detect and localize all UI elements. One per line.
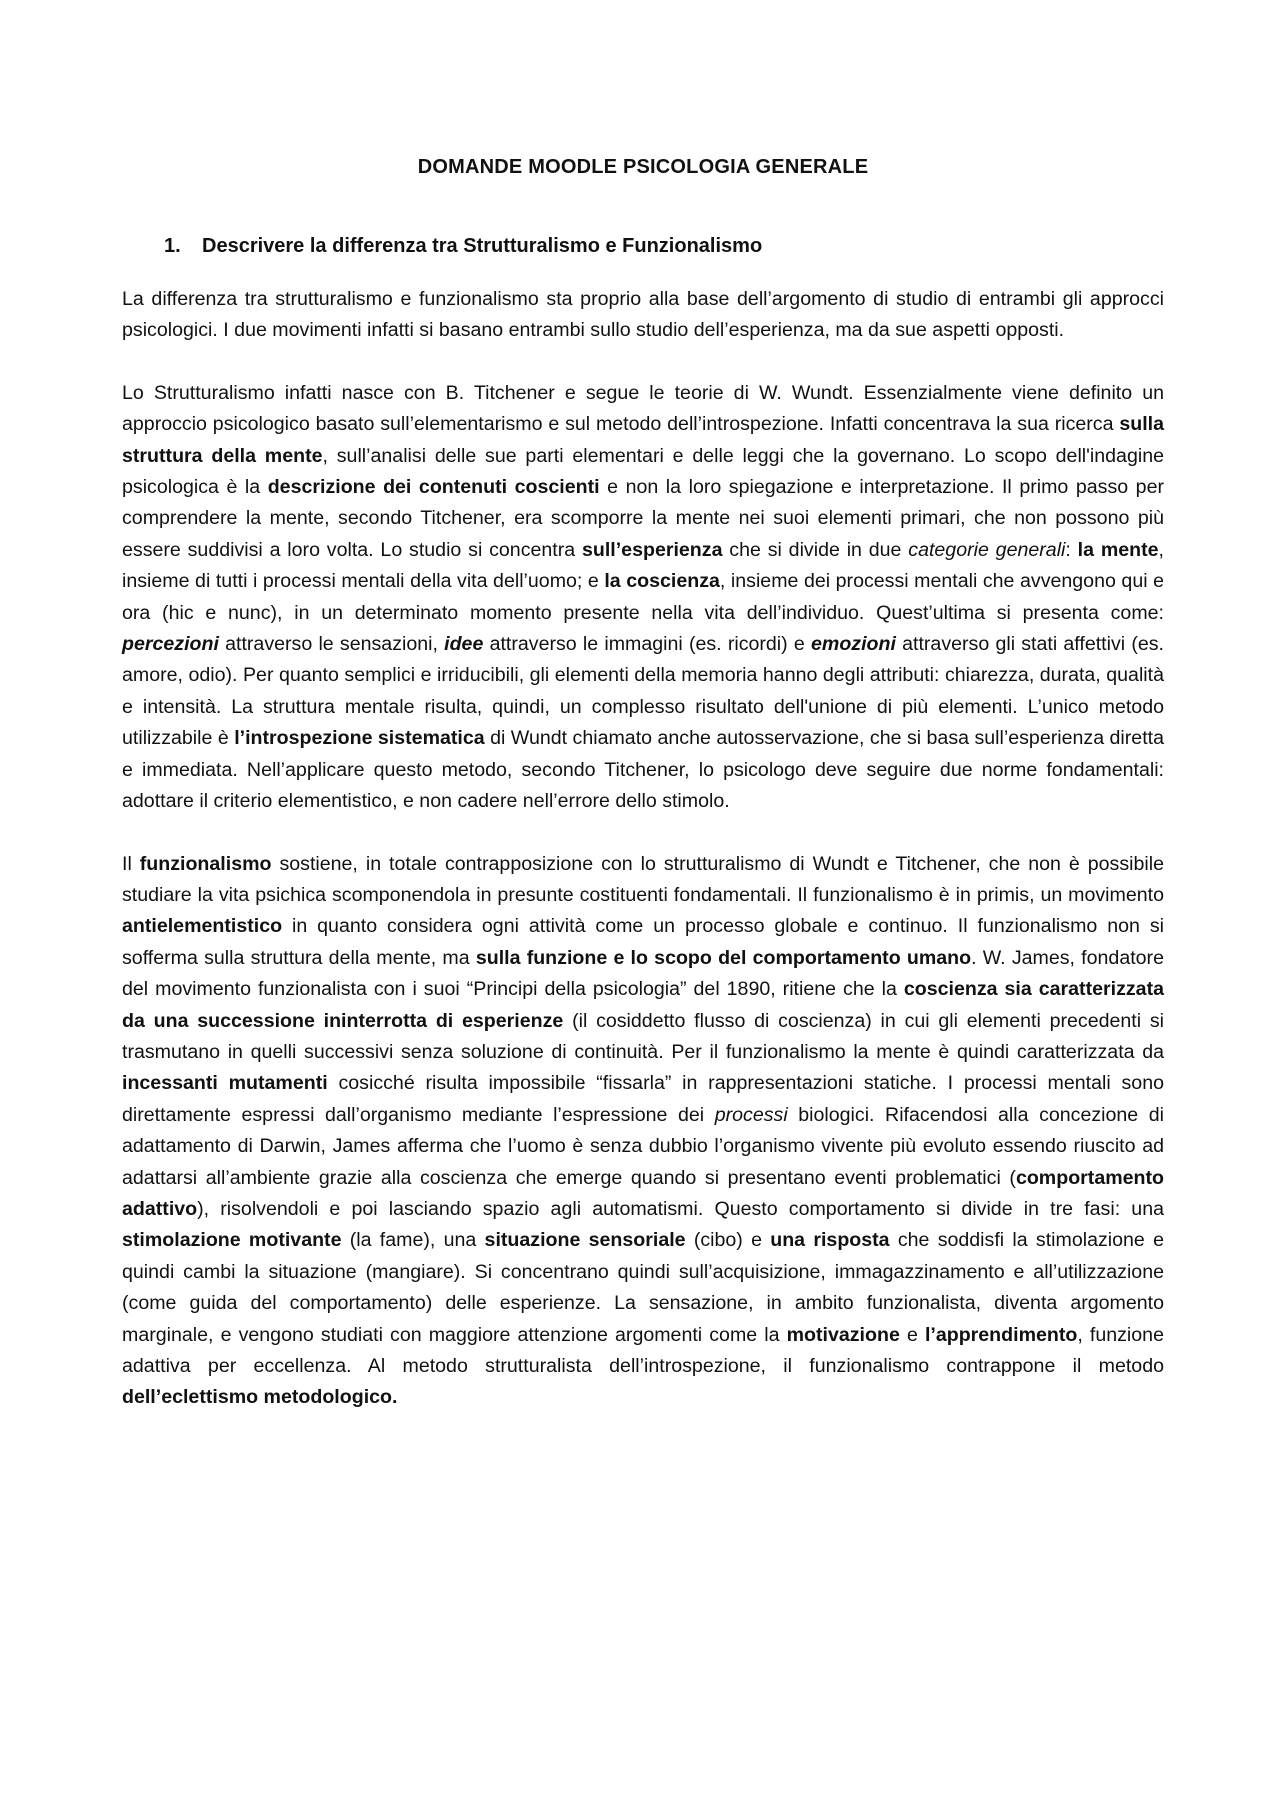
text-run: , insieme di tutti i processi mentali della vita dell’uomo; e [122, 538, 1164, 593]
text-run: . W. James, fondatore del movimento funzionalista con i suoi “Principi della psicologia” del 1890, ritiene che la [122, 946, 1164, 1001]
paragraph-funzionalismo [122, 849, 1164, 1414]
bold-text: sull’esperienza [581, 538, 723, 561]
question-heading [122, 235, 1164, 258]
bold-italic-text: emozioni [811, 633, 896, 656]
text-run: , insieme dei processi mentali che avvengono qui e ora (hic e nunc), in un determinato momento presente nella vita dell’individuo. Quest’ultima si presenta come: [122, 570, 1165, 624]
text-run: di Wundt chiamato anche autosservazione, che si basa sull’esperienza diretta e immediata. Nell’applicare questo metodo, secondo Titchener, lo psicologo deve seguire due norme fondamentali: adottare il criterio elementistico, e non cadere nell’errore dello stimolo. [122, 727, 1164, 813]
text-run: in quanto considera ogni attività come un processo globale e continuo. Il funzionalismo non si sofferma sulla struttura della mente, ma [122, 915, 1164, 969]
text-run: (la fame), una [341, 1229, 485, 1252]
bold-italic-text: idee [444, 633, 484, 656]
bold-text: situazione sensoriale [484, 1229, 686, 1252]
paragraph-intro [122, 284, 1164, 347]
question-number: 1. [164, 235, 181, 257]
bold-text: coscienza sia caratterizzata da una successione ininterrotta di esperienze [122, 978, 1164, 1032]
bold-text: l’introspezione sistematica [234, 727, 485, 750]
bold-text: incessanti mutamenti [122, 1072, 328, 1095]
text-run: , sull’analisi delle sue parti elementari e delle leggi che la governano. Lo scopo dell'indagine psicologica è la [122, 444, 1164, 499]
bold-text: dell’eclettismo metodologico. [122, 1386, 398, 1409]
text-run: attraverso le immagini (es. ricordi) e [483, 633, 811, 656]
text-run: cosicché risulta impossibile “fissarla” in rappresentazioni statiche. I processi mentali sono direttamente espressi dall’organismo mediante l’espressione dei [122, 1072, 1164, 1126]
text-run: La differenza tra strutturalismo e funzionalismo sta proprio alla base dell’argomento di studio di entrambi gli approcci psicologici. I due movimenti infatti si basano entrambi sullo studio dell’esperienza, ma da sue aspetti opposti. [122, 288, 1164, 342]
bold-text: una risposta [770, 1229, 890, 1252]
bold-text: sulla funzione e lo scopo del comportamento umano [475, 946, 972, 969]
bold-text: comportamento adattivo [122, 1166, 1164, 1220]
bold-text: stimolazione motivante [122, 1229, 342, 1252]
bold-text: la coscienza [604, 570, 720, 593]
bold-text: funzionalismo [139, 852, 272, 875]
bold-text: sulla struttura della mente [122, 413, 1164, 467]
text-run: Lo Strutturalismo infatti nasce con B. Titchener e segue le teorie di W. Wundt. Essenzialmente viene definito un approccio psicologico basato sull’elementarismo e sul metodo dell’introspezione. Infatti concentrava la sua ricerca [122, 381, 1164, 436]
bold-text: motivazione [786, 1323, 900, 1346]
text-run: : [1065, 538, 1078, 561]
text-run: attraverso gli stati affettivi (es. amore, odio). Per quanto semplici e irriducibili, gli elementi della memoria hanno degli attributi: chiarezza, durata, qualità e intensità. La struttura mentale risulta, quindi, un complesso risultato dell'unione di più elementi. L’unico metodo utilizzabile è [122, 633, 1164, 750]
text-run: attraverso le sensazioni, [218, 633, 445, 656]
text-run: , funzione adattiva per eccellenza. Al metodo strutturalista dell’introspezione, il funzionalismo contrappone il metodo [122, 1323, 1164, 1377]
text-run: sostiene, in totale contrapposizione con lo strutturalismo di Wundt e Titchener, che non è possibile studiare la vita psichica scomponendola in presunte costituenti fondamentali. Il funzionalismo è in primis, un movimento [122, 852, 1164, 906]
text-run: che si divide in due [722, 538, 909, 561]
question-text: Descrivere la differenza tra Strutturalismo e Funzionalismo [202, 235, 763, 257]
bold-text: l’apprendimento [924, 1323, 1078, 1346]
text-run: e non la loro spiegazione e interpretazione. Il primo passo per comprendere la mente, secondo Titchener, era scomporre la mente nei suoi elementi primari, che non possono più essere suddivisi a loro volta. Lo studio si concentra [122, 476, 1165, 561]
italic-text: categorie generali [908, 538, 1066, 561]
text-run: ), risolvendoli e poi lasciando spazio agli automatismi. Questo comportamento si divide in tre fasi: una [197, 1197, 1164, 1220]
bold-text: descrizione dei contenuti coscienti [267, 476, 600, 499]
document-title: DOMANDE MOODLE PSICOLOGIA GENERALE [417, 156, 869, 178]
text-run: biologici. Rifacendosi alla concezione di adattamento di Darwin, James afferma che l’uomo è senza dubbio l’organismo vivente più evoluto essendo riuscito ad adattarsi all’ambiente grazie alla coscienza che emerge quando si presentano eventi problematici ( [122, 1103, 1165, 1189]
italic-text: processi [714, 1103, 788, 1126]
text-run: (il cosiddetto flusso di coscienza) in cui gli elementi precedenti si trasmutano in quelli successivi senza soluzione di continuità. Per il funzionalismo la mente è quindi caratterizzata da [122, 1009, 1164, 1063]
bold-italic-text: percezioni [122, 633, 219, 656]
paragraph-strutturalismo [122, 378, 1164, 818]
text-run: Il [122, 852, 140, 875]
text-run: che soddisfi la stimolazione e quindi cambi la situazione (mangiare). Si concentrano quindi sull’acquisizione, immagazzinamento e all’utilizzazione (come guida del comportamento) delle esperienze. La sensazione, in ambito funzionalista, diventa argomento marginale, e vengono studiati con maggiore attenzione argomenti come la [122, 1229, 1164, 1346]
text-run: e [899, 1323, 925, 1346]
bold-text: antielementistico [122, 915, 283, 938]
bold-text: la mente [1077, 538, 1159, 561]
text-run: (cibo) e [685, 1229, 771, 1252]
